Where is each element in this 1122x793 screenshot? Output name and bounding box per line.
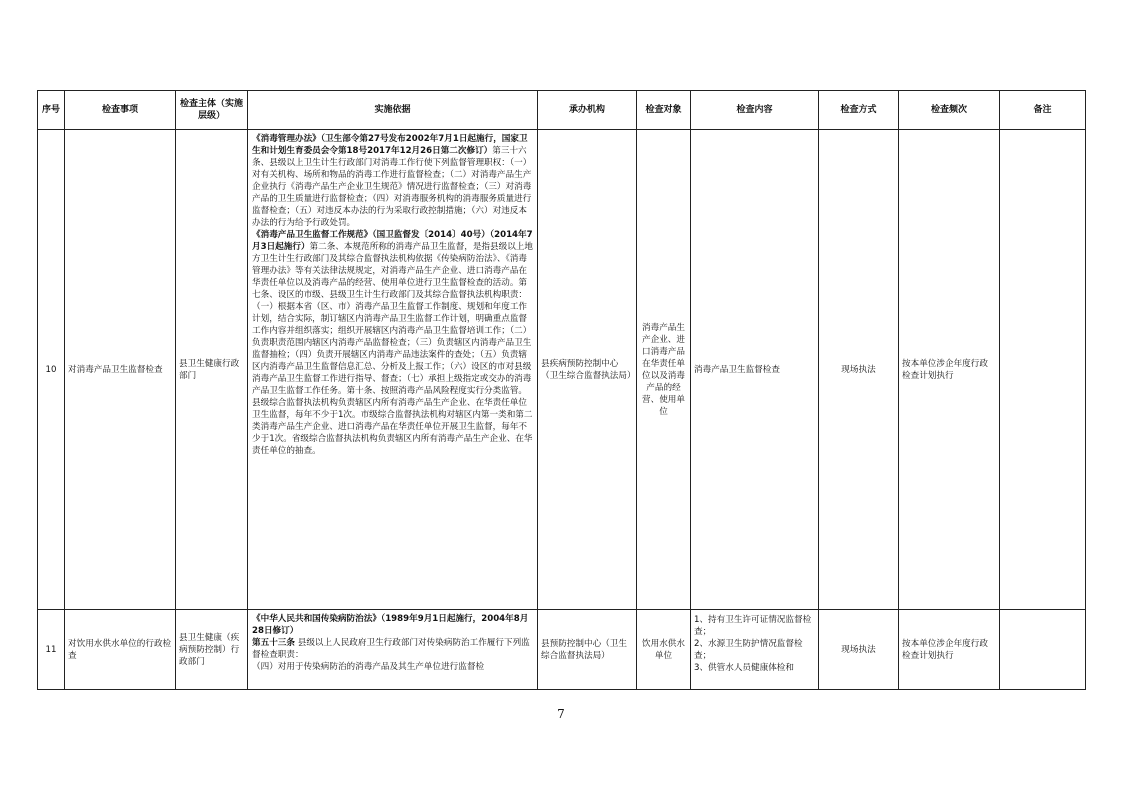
header-row xyxy=(38,91,1086,130)
row-frequency: 按本单位涉企年度行政检查计划执行 xyxy=(899,130,1000,610)
row-basis xyxy=(248,130,538,610)
basis-law-text: （四）对用于传染病防治的消毒产品及其生产单位进行监督检 xyxy=(252,662,485,672)
content-item: 1、持有卫生许可证情况监督检查； xyxy=(694,615,812,637)
row-subject: 县卫生健康（疾病预防控制）行政部门 xyxy=(176,610,248,690)
header-frequency: 检查频次 xyxy=(899,91,1000,130)
basis-paragraph xyxy=(252,229,533,457)
basis-paragraph xyxy=(252,637,533,661)
page-number: 7 xyxy=(557,707,565,721)
row-method: 现场执法 xyxy=(819,610,899,690)
header-target: 检查对象 xyxy=(637,91,691,130)
header-method: 检查方式 xyxy=(819,91,899,130)
header-agency: 承办机构 xyxy=(538,91,637,130)
content-item: 3、供管水人员健康体检和 xyxy=(694,663,794,673)
basis-law-title: 《消毒产品卫生监督工作规范》（国卫监督发〔2014〕40号）（2014年7月3日起施行） xyxy=(252,230,533,252)
header-basis: 实施依据 xyxy=(248,91,538,130)
basis-law-text: 县级以上人民政府卫生行政部门对传染病防治工作履行下列监督检查职责： xyxy=(252,638,530,660)
row-item: 对饮用水供水单位的行政检查 xyxy=(65,610,176,690)
inspection-table xyxy=(37,90,1086,690)
basis-article-title: 第五十三条 xyxy=(252,638,295,648)
row-no: 11 xyxy=(38,610,65,690)
row-agency: 县预防控制中心（卫生综合监督执法局） xyxy=(538,610,637,690)
row-target: 消毒产品生产企业、进口消毒产品在华责任单位以及消毒产品的经营、使用单位 xyxy=(637,130,691,610)
row-subject: 县卫生健康行政部门 xyxy=(176,130,248,610)
row-no: 10 xyxy=(38,130,65,610)
table-row xyxy=(38,610,1086,690)
header-content: 检查内容 xyxy=(691,91,819,130)
header-subject: 检查主体（实施层级） xyxy=(176,91,248,130)
basis-law-title: 《中华人民共和国传染病防治法》（1989年9月1日起施行，2004年8月28日修订） xyxy=(252,614,529,636)
basis-paragraph xyxy=(252,133,533,229)
basis-law-text: 第二条、本规范所称的消毒产品卫生监督，是指县级以上地方卫生计生行政部门及其综合监督执法机构依据《传染病防治法》、《消毒管理办法》等有关法律法规规定，对消毒产品生产企业、进口消毒产品在华责任单位以及消毒产品的经营、使用单位进行卫生监督检查的活动。第七条、设区的市级、县级卫生计生行政部门及其综合监督执法机构职责：（一）根据本省（区、市）消毒产品卫生监督工作制度、规划和年度工作计划，结合实际，制订辖区内消毒产品卫生监督工作计划，明确重点监督工作内容并组织落实；组织开展辖区内消毒产品卫生监督培训工作；（二）负责职责范围内辖区内消毒产品监督检查；（三）负责辖区内消毒产品卫生监督抽检；（四）负责开展辖区内消毒产品违法案件的查处；（五）负责辖区内消毒产品卫生监督信息汇总、分析及上报工作；（六）设区的市对县级消毒产品卫生监督工作进行指导、督查；（七）承担上级指定或交办的消毒产品卫生监督工作任务。第十条、按照消毒产品风险程度实行分类监管。县级综合监督执法机构负责辖区内所有消毒产品生产企业、在华责任单位卫生监督，每年不少于1次。市级综合监督执法机构对辖区内第一类和第二类消毒产品生产企业、进口消毒产品在华责任单位开展卫生监督，每年不少于1次。省级综合监督执法机构负责辖区内所有消毒产品生产企业、在华责任单位的抽查。 xyxy=(252,242,533,456)
basis-paragraph xyxy=(252,613,533,637)
row-basis xyxy=(248,610,538,690)
row-item: 对消毒产品卫生监督检查 xyxy=(65,130,176,610)
row-agency: 县疾病预防控制中心（卫生综合监督执法局） xyxy=(538,130,637,610)
row-content xyxy=(691,610,819,690)
basis-law-text: 第三十六条、县级以上卫生计生行政部门对消毒工作行使下列监督管理职权：（一）对有关机构、场所和物品的消毒工作进行监督检查；（二）对消毒产品生产企业执行《消毒产品生产企业卫生规范》情况进行监督检查；（三）对消毒产品的卫生质量进行监督检查；（四）对消毒服务机构的消毒服务质量进行监督检查；（五）对违反本办法的行为采取行政控制措施；（六）对违反本办法的行为给予行政处罚。 xyxy=(252,146,532,228)
header-no: 序号 xyxy=(38,91,65,130)
basis-law-title: 《消毒管理办法》（卫生部令第27号发布2002年7月1日起施行，国家卫生和计划生育委员会令第18号2017年12月26日第二次修订） xyxy=(252,134,528,156)
row-frequency: 按本单位涉企年度行政检查计划执行 xyxy=(899,610,1000,690)
row-method: 现场执法 xyxy=(819,130,899,610)
row-remark xyxy=(1000,610,1086,690)
header-item: 检查事项 xyxy=(65,91,176,130)
row-target: 饮用水供水单位 xyxy=(637,610,691,690)
table-row xyxy=(38,130,1086,610)
row-remark xyxy=(1000,130,1086,610)
content-item: 2、水源卫生防护情况监督检查； xyxy=(694,639,803,661)
row-content: 消毒产品卫生监督检查 xyxy=(691,130,819,610)
header-remark: 备注 xyxy=(1000,91,1086,130)
basis-paragraph xyxy=(252,661,533,673)
